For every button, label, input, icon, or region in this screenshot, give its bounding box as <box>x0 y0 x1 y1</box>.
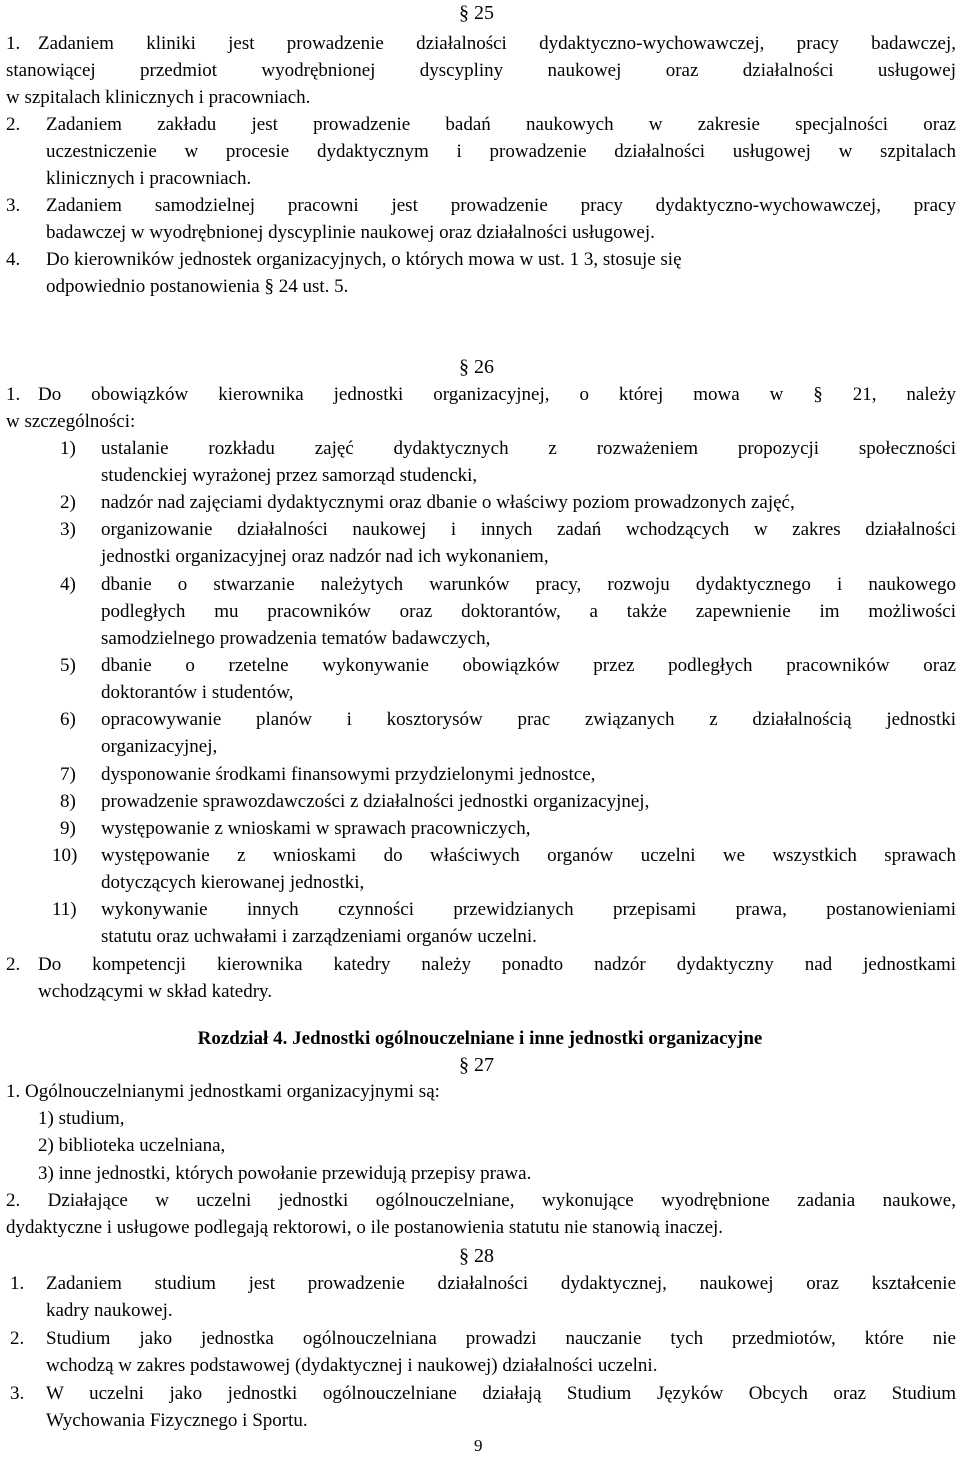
s28-p1-line2: kadry naukowej. <box>46 1300 173 1321</box>
s25-p2-number: 2. <box>6 114 21 135</box>
s26-item-5-line1: dbanie o rzetelne wykonywanie obowiązków przez podległych pracowników oraz <box>101 655 956 676</box>
s27-item-2: 2) biblioteka uczelniana, <box>38 1135 226 1156</box>
s27-p2-line2: dydaktyczne i usługowe podlegają rektorowi, o ile postanowienia statutu nie stanowią inaczej. <box>6 1217 724 1238</box>
s26-item-10-line2: dotyczących kierowanej jednostki, <box>101 872 365 893</box>
s26-p2-line1: Do kompetencji kierownika katedry należy ponadto nadzór dydaktyczny nad jednostkami <box>38 954 956 975</box>
s26-p1-line1: Do obowiązków kierownika jednostki organizacyjnej, o której mowa w § 21, należy <box>38 384 956 405</box>
s27-p1: 1. Ogólnouczelnianymi jednostkami organizacyjnymi są: <box>6 1081 440 1102</box>
s26-item-8-line1: prowadzenie sprawozdawczości z działalności jednostki organizacyjnej, <box>101 791 650 812</box>
s27-item-3: 3) inne jednostki, których powołanie przewidują przepisy prawa. <box>38 1163 532 1184</box>
s25-p4-line2: odpowiednio postanowienia § 24 ust. 5. <box>46 276 349 297</box>
s26-item-9-number: 9) <box>60 818 76 839</box>
s25-p1-line1: Zadaniem kliniki jest prowadzenie działalności dydaktyczno-wychowawczej, pracy badawczej, <box>38 33 956 54</box>
s25-p1-line3: w szpitalach klinicznych i pracowniach. <box>6 87 311 108</box>
s26-item-3-number: 3) <box>60 519 76 540</box>
s26-item-6-number: 6) <box>60 709 76 730</box>
s28-p2-line1: Studium jako jednostka ogólnouczelniana prowadzi nauczanie tych przedmiotów, które nie <box>46 1328 956 1349</box>
s25-p4-number: 4. <box>6 249 21 270</box>
s26-item-11-number: 11) <box>52 899 77 920</box>
s26-item-9-line1: występowanie z wnioskami w sprawach pracowniczych, <box>101 818 531 839</box>
s26-item-11-line2: statutu oraz uchwałami i zarządzeniami organów uczelni. <box>101 926 537 947</box>
s25-p2-line3: klinicznych i pracowniach. <box>46 168 252 189</box>
s26-item-1-line1: ustalanie rozkładu zajęć dydaktycznych z rozważeniem propozycji społeczności <box>101 438 956 459</box>
s26-item-2-line1: nadzór nad zajęciami dydaktycznymi oraz dbanie o właściwy poziom prowadzonych zajęć, <box>101 492 795 513</box>
s28-p2-line2: wchodzą w zakres podstawowej (dydaktycznej i naukowej) działalności uczelni. <box>46 1355 658 1376</box>
s25-p3-number: 3. <box>6 195 21 216</box>
s26-item-1-line2: studenckiej wyrażonej przez samorząd studencki, <box>101 465 478 486</box>
s25-p1-number: 1. <box>6 33 21 54</box>
s26-item-10-line1: występowanie z wnioskami do właściwych organów uczelni we wszystkich sprawach <box>101 845 956 866</box>
s26-item-3-line1: organizowanie działalności naukowej i innych zadań wchodzących w zakres działalności <box>101 519 956 540</box>
s26-item-4-line3: samodzielnego prowadzenia tematów badawczych, <box>101 628 491 649</box>
s25-p2-line1: Zadaniem zakładu jest prowadzenie badań naukowych w zakresie specjalności oraz <box>46 114 956 135</box>
s26-item-1-number: 1) <box>60 438 76 459</box>
s25-p2-line2: uczestniczenie w procesie dydaktycznym i prowadzenie działalności usługowej w szpitalach <box>46 141 956 162</box>
s26-item-4-number: 4) <box>60 574 76 595</box>
page-number: 9 <box>474 1436 483 1455</box>
s26-item-6-line2: organizacyjnej, <box>101 736 218 757</box>
s26-p2-line2: wchodzącymi w skład katedry. <box>38 981 273 1002</box>
s26-item-5-line2: doktorantów i studentów, <box>101 682 294 703</box>
s26-item-4-line2: podległych mu pracowników oraz doktorantów, a także zapewnienie im możliwości <box>101 601 956 622</box>
s26-item-5-number: 5) <box>60 655 76 676</box>
s26-item-7-number: 7) <box>60 764 76 785</box>
s26-item-6-line1: opracowywanie planów i kosztorysów prac związanych z działalnością jednostki <box>101 709 956 730</box>
s28-p1-number: 1. <box>10 1273 25 1294</box>
s27-p2-line1: 2. Działające w uczelni jednostki ogólnouczelniane, wykonujące wyodrębnione zadania naukowe, <box>6 1190 956 1211</box>
s25-p3-line2: badawczej w wyodrębnionej dyscyplinie naukowej oraz działalności usługowej. <box>46 222 655 243</box>
section-27-heading: § 27 <box>459 1054 494 1076</box>
section-25-heading: § 25 <box>459 2 494 24</box>
s25-p4-line1: Do kierowników jednostek organizacyjnych, o których mowa w ust. 1 3, stosuje się <box>46 249 682 270</box>
s26-p1-number: 1. <box>6 384 21 405</box>
s26-item-4-line1: dbanie o stwarzanie należytych warunków pracy, rozwoju dydaktycznego i naukowego <box>101 574 956 595</box>
s26-item-11-line1: wykonywanie innych czynności przewidzianych przepisami prawa, postanowieniami <box>101 899 956 920</box>
s26-item-3-line2: jednostki organizacyjnej oraz nadzór nad ich wykonaniem, <box>101 546 549 567</box>
s28-p3-line1: W uczelni jako jednostki ogólnouczelniane działają Studium Języków Obcych oraz Studium <box>46 1383 956 1404</box>
s28-p3-number: 3. <box>10 1383 25 1404</box>
s28-p1-line1: Zadaniem studium jest prowadzenie działalności dydaktycznej, naukowej oraz kształcenie <box>46 1273 956 1294</box>
s26-item-10-number: 10) <box>52 845 78 866</box>
s27-item-1: 1) studium, <box>38 1108 125 1129</box>
s26-p1-line2: w szczególności: <box>6 411 136 432</box>
s25-p3-line1: Zadaniem samodzielnej pracowni jest prowadzenie pracy dydaktyczno-wychowawczej, pracy <box>46 195 956 216</box>
s26-item-7-line1: dysponowanie środkami finansowymi przydzielonymi jednostce, <box>101 764 596 785</box>
chapter-title: Rozdział 4. Jednostki ogólnouczelniane i inne jednostki organizacyjne <box>197 1028 763 1049</box>
s28-p2-number: 2. <box>10 1328 25 1349</box>
s26-item-2-number: 2) <box>60 492 76 513</box>
s25-p1-line2: stanowiącej przedmiot wyodrębnionej dyscypliny naukowej oraz działalności usługowej <box>6 60 956 81</box>
s28-p3-line2: Wychowania Fizycznego i Sportu. <box>46 1410 308 1431</box>
section-26-heading: § 26 <box>459 356 494 378</box>
s26-p2-number: 2. <box>6 954 21 975</box>
section-28-heading: § 28 <box>459 1245 494 1267</box>
s26-item-8-number: 8) <box>60 791 76 812</box>
